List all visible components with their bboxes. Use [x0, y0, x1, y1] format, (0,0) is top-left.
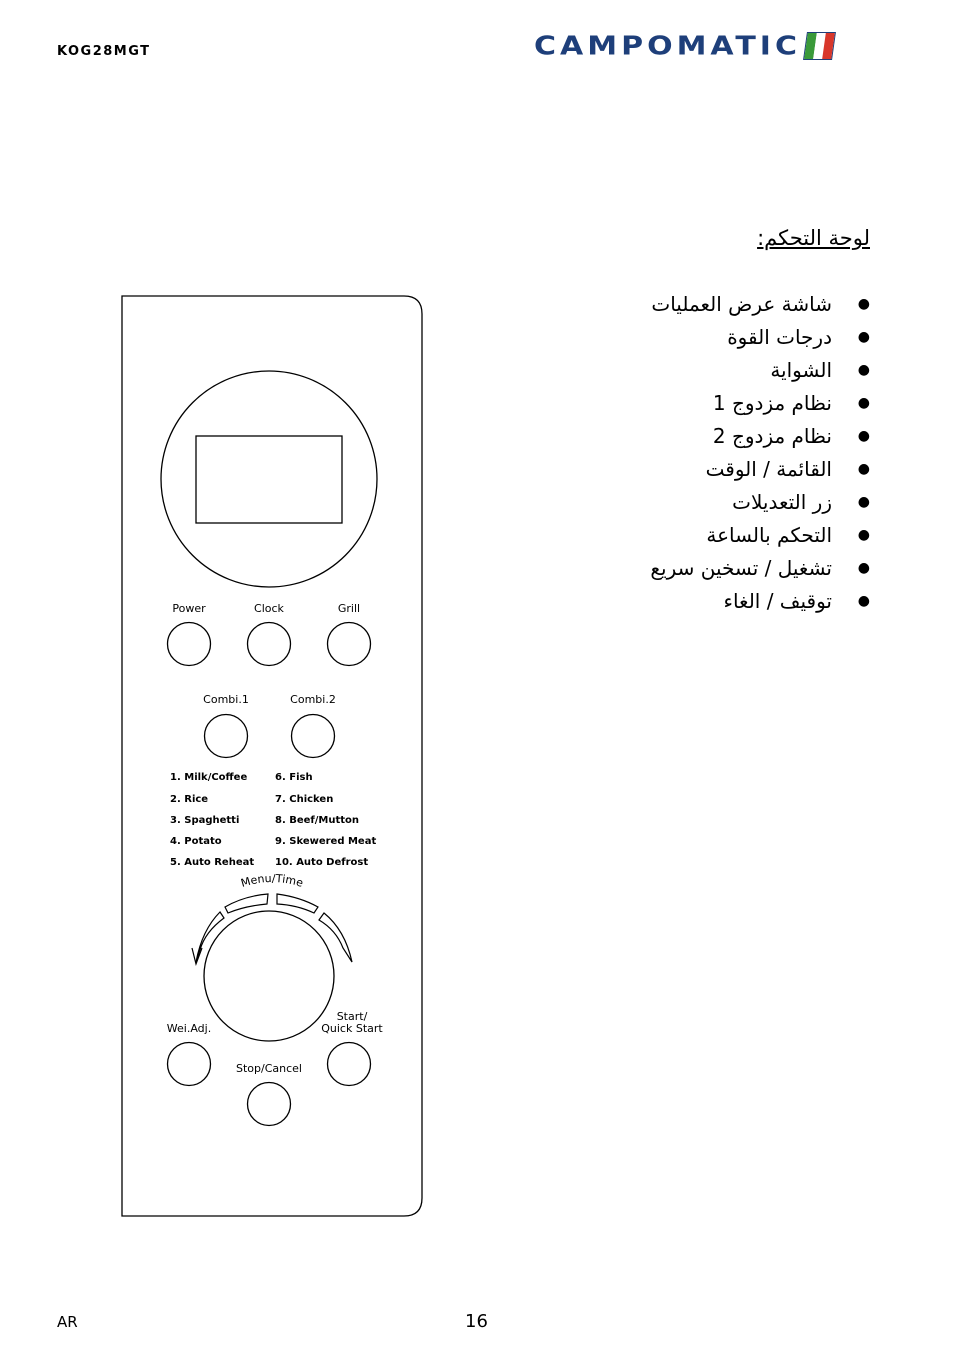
language-code: AR — [57, 1313, 78, 1331]
display-bezel — [161, 371, 377, 587]
list-item: ● درجات القوة — [650, 321, 832, 354]
model-number: KOG28MGT — [57, 44, 151, 59]
grill-label: Grill — [337, 602, 361, 615]
bullet-icon: ● — [857, 362, 870, 378]
menu-item-left: 5. Auto Reheat — [170, 857, 255, 868]
bullet-icon: ● — [857, 527, 870, 543]
menu-time-dial[interactable] — [204, 911, 334, 1041]
menu-item-right: 9. Skewered Meat — [275, 836, 377, 847]
section-title: لوحة التحكم: — [757, 226, 870, 250]
menu-time-label — [239, 872, 305, 890]
clock-button[interactable] — [248, 623, 291, 666]
bullet-icon: ● — [857, 329, 870, 345]
start-quick-start-button[interactable] — [328, 1043, 371, 1086]
list-item: ● القائمة / الوقت — [650, 453, 832, 486]
bullet-icon: ● — [857, 560, 870, 576]
page-number: 16 — [465, 1311, 488, 1332]
bullet-icon: ● — [857, 296, 870, 312]
bullet-icon: ● — [857, 395, 870, 411]
stop-cancel-button[interactable] — [248, 1083, 291, 1126]
list-item: ● زر التعديلات — [650, 486, 832, 519]
wei-adj-button[interactable] — [168, 1043, 211, 1086]
menu-item-right: 10. Auto Defrost — [275, 857, 369, 868]
grill-button[interactable] — [328, 623, 371, 666]
dial-arc-segment — [277, 894, 318, 913]
power-button[interactable] — [168, 623, 211, 666]
list-item: ● نظام مزدوج 1 — [650, 387, 832, 420]
list-item: ● الشواية — [650, 354, 832, 387]
start-label-line2: Quick Start — [321, 1022, 383, 1035]
dial-arc-segment — [225, 894, 268, 913]
brand-name: CAMPOMATIC — [534, 31, 801, 61]
list-item: ● التحكم بالساعة — [650, 519, 832, 552]
list-item: ● توقيف / الغاء — [650, 585, 832, 618]
combi1-button[interactable] — [205, 715, 248, 758]
menu-item-right: 6. Fish — [275, 772, 313, 783]
list-item: ● شاشة عرض العمليات — [650, 288, 832, 321]
stop-cancel-label: Stop/Cancel — [236, 1062, 302, 1075]
combi2-label: Combi.2 — [290, 693, 336, 706]
menu-time-arc-text: Menu/Time — [239, 871, 305, 890]
menu-item-left: 2. Rice — [170, 794, 209, 805]
bullet-icon: ● — [857, 593, 870, 609]
menu-item-left: 3. Spaghetti — [170, 815, 240, 826]
combi1-label: Combi.1 — [203, 693, 249, 706]
menu-item-right: 8. Beef/Mutton — [275, 815, 360, 826]
wei-adj-label: Wei.Adj. — [166, 1022, 212, 1035]
bullet-icon: ● — [857, 428, 870, 444]
display-screen — [196, 436, 342, 523]
clock-label: Clock — [254, 602, 284, 615]
bullet-icon: ● — [857, 494, 870, 510]
menu-item-left: 1. Milk/Coffee — [170, 772, 248, 783]
power-label: Power — [172, 602, 206, 615]
combi2-button[interactable] — [292, 715, 335, 758]
menu-item-right: 7. Chicken — [275, 794, 334, 805]
bullet-icon: ● — [857, 461, 870, 477]
menu-item-left: 4. Potato — [170, 836, 222, 847]
list-item: ● تشغيل / تسخين سريع — [650, 552, 832, 585]
panel-outline — [122, 296, 422, 1216]
start-label-line1: Start/ — [336, 1010, 368, 1023]
list-item: ● نظام مزدوج 2 — [650, 420, 832, 453]
